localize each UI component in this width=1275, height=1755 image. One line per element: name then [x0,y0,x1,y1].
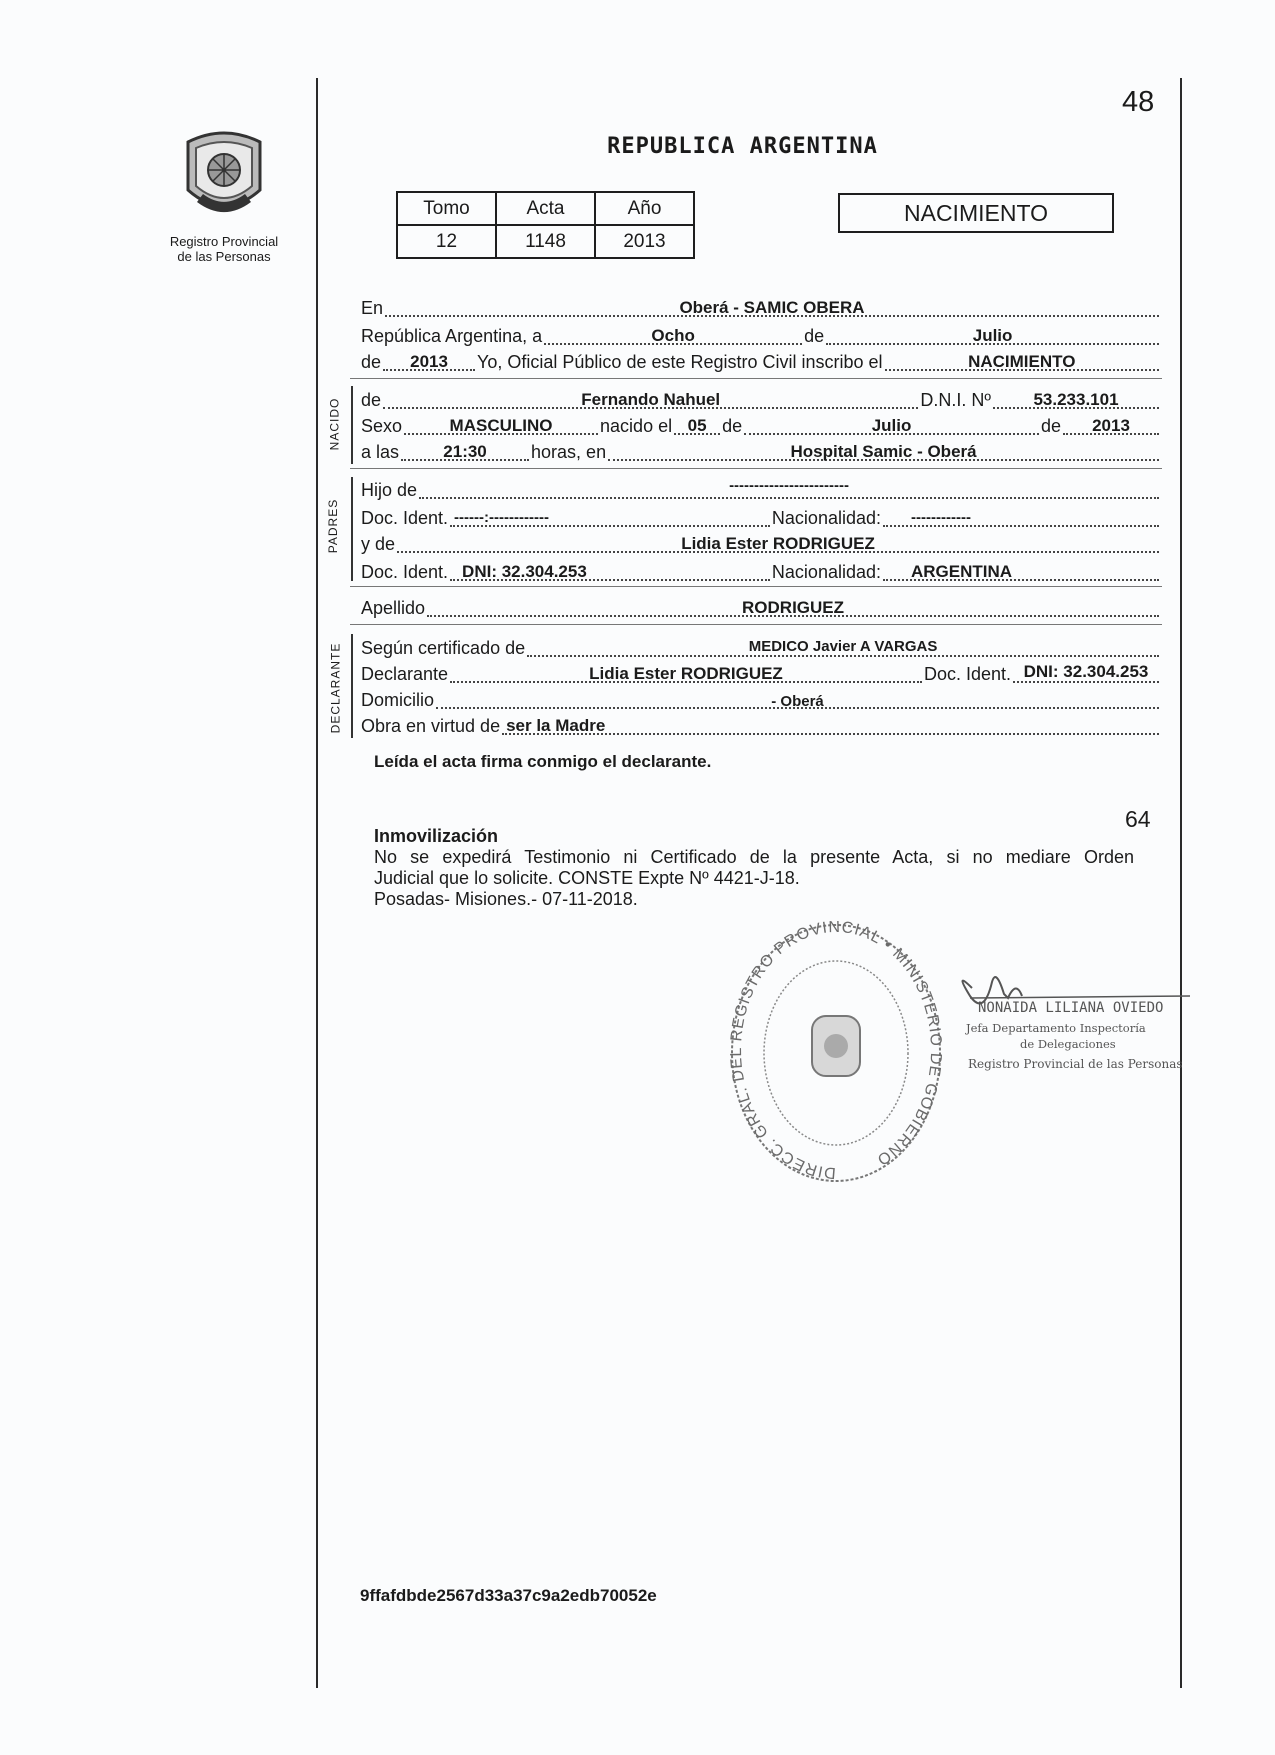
child-name-field [381,390,920,412]
label-dni: D.N.I. Nº [920,390,991,410]
birth-month-value: Julio [871,416,912,435]
seal-caption [160,234,288,264]
label-nacionalidad-1: Nacionalidad: [771,508,881,528]
father-nationality-field [881,509,1161,530]
birth-year-value: 2013 [1092,416,1130,435]
label-a-las: a las [361,442,400,462]
father-nationality-value: ------------ [911,509,971,526]
mother-nationality-value: ARGENTINA [911,562,1013,581]
label-doc-ident-1: Doc. Ident. [361,508,449,528]
label-apellido: Apellido [361,598,426,618]
label-nacido-el: nacido el [600,416,673,436]
address-row [361,688,1161,712]
address-value: - Oberá [771,693,824,710]
page-number: 48 [1122,86,1155,118]
immobilization-line2: Judicial que lo solicite. CONSTE Expte Nº 4421-J-18. [374,868,800,888]
registry-table [396,191,695,259]
stamp-ring-text: DIRECC. GRAL. DEL REGISTRO PROVINCIAL • MINISTERIO DE GOBIERNO [728,918,945,1182]
child-row [361,388,1161,412]
document-type-box: NACIMIENTO [838,193,1114,233]
declarant-field [448,664,924,686]
immobilization-title: Inmovilización [374,826,499,846]
capacity-field [500,716,1161,738]
section-padres: PADRES [326,498,341,554]
document-hash: 9ffafdbde2567d33a37c9a2edb70052e [360,1586,657,1605]
birth-year-field [1061,416,1161,438]
mother-doc-value: DNI: 32.304.253 [462,562,587,581]
label-de-4: de [1040,416,1061,436]
signatory-role1: Jefa Departamento Inspectoría [966,1021,1146,1035]
label-nacionalidad-2: Nacionalidad: [771,562,881,582]
signatory-role2: de Delegaciones [1020,1037,1116,1051]
label-de-1: de [804,326,825,346]
registry-header-acta: Acta [496,192,595,225]
declarant-doc-value: DNI: 32.304.253 [1023,662,1149,681]
immobilization-line3: Posadas- Misiones.- 07-11-2018. [374,889,638,909]
mother-nationality-field [881,562,1161,584]
day-value: Ocho [651,326,695,345]
label-declarante: Declarante [361,664,449,684]
declarant-row [361,662,1161,686]
birth-time-value: 21:30 [443,442,487,461]
child-name-value: Fernando Nahuel [581,390,721,409]
document-title: REPUBLICA ARGENTINA [607,134,878,159]
mother-doc-row [361,560,1161,584]
mother-value: Lidia Ester RODRIGUEZ [681,534,875,553]
capacity-row [361,714,1161,738]
registry-header-row [397,192,694,225]
registry-value-ano: 2013 [595,225,694,258]
seal-caption-line2: de las Personas [177,249,271,264]
father-row [361,478,1161,502]
certificate-value: MEDICO Javier A VARGAS [748,638,938,655]
signatory-role3: Registro Provincial de las Personas [968,1057,1183,1071]
seal-caption-line1: Registro Provincial [169,234,279,249]
father-value: ------------------------ [729,477,849,494]
sex-row [361,414,1161,438]
declarant-value: Lidia Ester RODRIGUEZ [589,664,783,683]
address-field [434,694,1161,712]
official-stamp [726,918,946,1188]
label-segun-cert: Según certificado de [361,638,526,658]
time-row [361,440,1161,464]
label-y-de: y de [361,534,396,554]
right-margin-line [1180,78,1182,1688]
father-field [417,477,1161,502]
divider-3 [350,586,1162,587]
label-de-3: de [722,416,743,436]
mother-row [361,532,1161,556]
signature-block [950,962,1190,1082]
nacido-bracket [351,386,353,464]
read-signature-note: Leída el acta firma conmigo el declarante. [374,752,712,771]
birth-day-value: 05 [687,416,707,435]
year-row [361,350,1161,374]
place-field [383,298,1161,320]
father-doc-field [448,509,772,530]
sex-field [402,416,600,438]
label-de-2: de [361,352,382,372]
padres-bracket [351,477,353,581]
father-doc-value: ------:------------ [454,509,549,526]
sex-value: MASCULINO [449,416,553,435]
divider-4 [350,624,1162,625]
immobilization-block [374,826,1134,910]
divider-2 [350,468,1162,469]
label-de-child: de [361,390,382,410]
declarante-bracket [351,634,353,738]
birth-day-field [672,416,722,438]
divider-1 [350,378,1162,379]
act-type-value: NACIMIENTO [968,352,1076,371]
certificate-row [361,636,1161,660]
label-yo-oficial: Yo, Oficial Público de este Registro Civil inscribo el [477,352,883,372]
registry-value-row [397,225,694,258]
registry-value-tomo: 12 [397,225,496,258]
birth-place-field [606,442,1161,464]
month-field [824,326,1161,348]
registry-header-tomo: Tomo [397,192,496,225]
birth-month-field [742,416,1041,438]
day-field [542,326,804,348]
left-margin-line [316,78,318,1688]
label-doc-ident-2: Doc. Ident. [361,562,449,582]
surname-row [361,596,1161,620]
registry-header-ano: Año [595,192,694,225]
signatory-name: NONAIDA LILIANA OVIEDO [978,1000,1164,1016]
annotation-number: 64 [1125,806,1151,832]
label-sexo: Sexo [361,416,403,436]
birth-time-field [399,442,531,464]
mother-field [395,534,1161,556]
label-hijo-de: Hijo de [361,480,418,500]
month-value: Julio [972,326,1013,345]
label-republica: República Argentina, a [361,326,543,346]
capacity-value: ser la Madre [506,716,606,735]
place-row [361,296,1161,320]
surname-field [425,598,1161,620]
date-row [361,324,1161,348]
certificate-field [525,638,1161,660]
label-doc-ident-3: Doc. Ident. [923,664,1011,684]
label-en: En [361,298,384,318]
declarant-doc-field [1011,662,1161,686]
immobilization-line1: No se expedirá Testimonio ni Certificado de la presente Acta, si no mediare Orden [374,847,1134,867]
father-doc-row [361,506,1161,530]
label-obra-virtud: Obra en virtud de [361,716,501,736]
child-dni-field [991,390,1161,412]
child-dni-value: 53.233.101 [1033,390,1119,409]
registry-value-acta: 1148 [496,225,595,258]
section-nacido: NACIDO [327,397,342,451]
label-horas-en: horas, en [531,442,607,462]
year-value: 2013 [410,352,448,371]
label-domicilio: Domicilio [361,690,435,710]
year-field [381,352,477,374]
act-type-field [883,352,1161,374]
birth-place-value: Hospital Samic - Oberá [790,442,977,461]
place-value: Oberá - SAMIC OBERA [679,298,865,317]
mother-doc-field [448,562,772,584]
surname-value: RODRIGUEZ [742,598,845,617]
section-declarante: DECLARANTE [328,642,343,734]
